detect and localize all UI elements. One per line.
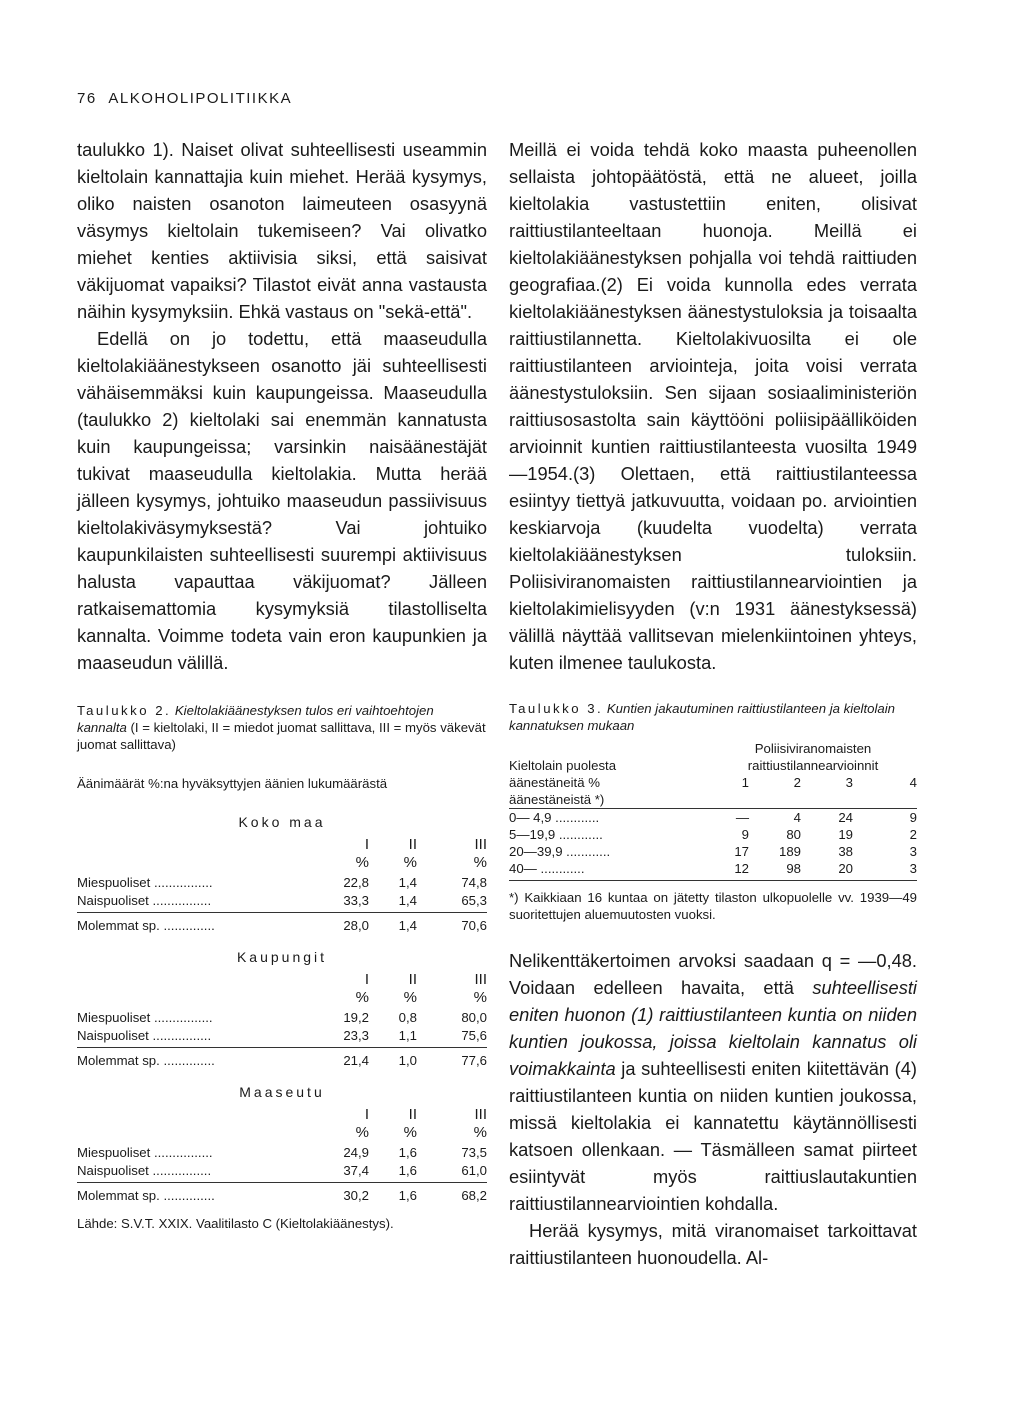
table-3-row	[509, 809, 917, 826]
value-ii: 1,1	[398, 1028, 417, 1043]
table-2-row	[77, 1144, 487, 1162]
row-label: Miespuoliset ................	[77, 1145, 213, 1160]
journal-title: ALKOHOLIPOLITIIKKA	[108, 90, 293, 107]
table-2-section-title: Koko maa	[238, 814, 326, 830]
table-2-unit-header	[77, 854, 487, 872]
table-3-head-left-1: Kieltolain puolesta	[509, 758, 617, 773]
unit-pct: %	[403, 989, 417, 1006]
table-2-title: Kieltolakiäänestyksen tulos eri vaihtoehtojen kannalta	[77, 703, 434, 735]
table-2-row	[77, 892, 487, 910]
col-iii: III	[474, 971, 487, 988]
unit-pct: %	[473, 1124, 487, 1141]
value-2: 189	[778, 844, 801, 859]
page-number: 76	[77, 90, 97, 107]
value-4: 9	[909, 810, 917, 825]
right-paragraph-1: Meillä ei voida tehdä koko maasta puheenollen sellaista johtopäätöstä, että ne alueet, joilla kieltolakia vastustettiin eniten, olisivat raittiustilanteeltaan huonoja. Meillä ei kieltolakiäänestyksen pohjalla voi tehdä raittiuden geografiaa.(2) Ei voida kunnolla edes verrata kieltolakiäänestyksen äänestystuloksia ja toisaalta raittiustilannetta. Kieltolakivuosilta ei ole raittiustilanteen arviointeja, joita voisi verrata äänestystuloksiin. Sen sijaan sosiaaliministeriön raittiusosastolta sain käyttööni poliisipäälliköiden arvioinnit kuntien raittiustilanteesta vuosilta 1949—1954.(3) Olettaen, että raittiustilanteessa esiintyy tiettyä jatkuvuutta, voidaan po. arviointien keskiarvoja (kuudelta vuodelta) verrata kieltolakiäänestyksen tuloksiin. Poliisiviranomaisten raittiustilannearviointien ja kieltolakimielisyyden (v:n 1931 äänestyksessä) välillä näyttää vallitsevan mielenkiintoinen yhteys, kuten ilmenee taulukosta.	[509, 139, 917, 673]
col-ii: II	[408, 971, 417, 988]
table-2-subtitle: Äänimäärät %:na hyväksyttyjen äänien lukumäärästä	[77, 776, 388, 791]
value-ii: 1,4	[398, 893, 417, 908]
table-2-rule	[77, 1182, 487, 1183]
value-i: 22,8	[343, 875, 369, 890]
value-i: 33,3	[343, 893, 369, 908]
left-body	[77, 136, 487, 676]
table-3-body	[509, 809, 917, 877]
value-3: 38	[838, 844, 853, 859]
col-iii: III	[474, 1106, 487, 1123]
table-3-col-4: 4	[909, 775, 917, 790]
value-iii: 74,8	[461, 875, 487, 890]
right-paragraph-2-a: Nelikenttäkertoimen arvoksi saadaan q = —0,48. Voidaan edelleen havaita, että	[509, 950, 917, 998]
table-3-head-row-2	[509, 757, 917, 774]
table-2-total-row	[77, 1187, 487, 1205]
unit-pct: %	[355, 854, 369, 871]
value-ii: 1,0	[398, 1053, 417, 1068]
row-label: 0— 4,9 ............	[509, 810, 600, 825]
table-2-row	[77, 1162, 487, 1180]
col-ii: II	[408, 1106, 417, 1123]
value-1: 17	[734, 844, 749, 859]
table-2-col-header	[77, 971, 487, 989]
table-2-col-header	[77, 836, 487, 854]
table-3-footnote: *) Kaikkiaan 16 kuntaa on jätetty tilaston ulkopuolelle vv. 1939—49 suoritettujen aluemuutosten vuoksi.	[509, 890, 917, 922]
value-4: 3	[909, 844, 917, 859]
table-3	[509, 700, 917, 923]
value-3: 20	[838, 861, 853, 876]
row-label: Naispuoliset ................	[77, 1028, 212, 1043]
table-2-row	[77, 874, 487, 892]
row-label: 40— ............	[509, 861, 585, 876]
value-ii: 0,8	[398, 1010, 417, 1025]
col-i: I	[364, 836, 369, 853]
value-iii: 65,3	[461, 893, 487, 908]
value-iii: 61,0	[461, 1163, 487, 1178]
value-iii: 68,2	[461, 1188, 487, 1203]
col-i: I	[364, 1106, 369, 1123]
value-1: 9	[741, 827, 749, 842]
unit-pct: %	[403, 854, 417, 871]
right-paragraph-3: Herää kysymys, mitä viranomaiset tarkoittavat raittiustilanteen huonoudella. Al-	[509, 1220, 917, 1268]
value-4: 2	[909, 827, 917, 842]
row-label: Naispuoliset ................	[77, 893, 212, 908]
value-i: 28,0	[343, 918, 369, 933]
row-label: Molemmat sp. ..............	[77, 918, 215, 933]
table-3-col-2: 2	[793, 775, 801, 790]
table-2-rule	[77, 1047, 487, 1048]
unit-pct: %	[355, 1124, 369, 1141]
value-i: 23,3	[343, 1028, 369, 1043]
right-column	[509, 136, 917, 1271]
value-2: 98	[786, 861, 801, 876]
value-ii: 1,6	[398, 1145, 417, 1160]
right-paragraph-2	[509, 947, 917, 1217]
col-iii: III	[474, 836, 487, 853]
running-header	[77, 90, 292, 107]
right-body	[509, 136, 917, 676]
table-3-title: Kuntien jakautuminen raittiustilanteen ja kieltolain kannatuksen mukaan	[509, 701, 895, 733]
table-2-rule	[77, 912, 487, 913]
row-label: 20—39,9 ............	[509, 844, 611, 859]
row-label: Naispuoliset ................	[77, 1163, 212, 1178]
table-2	[77, 702, 487, 1232]
col-ii: II	[408, 836, 417, 853]
value-i: 24,9	[343, 1145, 369, 1160]
left-paragraph-1: taulukko 1). Naiset olivat suhteellisesti useammin kieltolain kannattajia kuin miehet. Herää kysymys, oliko naisten osanoton laimeuteen osasyynä väsymys kieltolain tukemiseen? Vai olivatko miehet kenties aktiivisia siksi, että saisivat väkijuomat vapaiksi? Tilastot eivät anna vastausta näihin kysymyksiin. Ehkä vastaus on "sekä-että".	[77, 139, 487, 322]
value-i: 37,4	[343, 1163, 369, 1178]
table-2-legend: (I = kieltolaki, II = miedot juomat sallittava, III = myös väkevät juomat sallittava)	[77, 720, 486, 752]
row-label: Miespuoliset ................	[77, 1010, 213, 1025]
table-3-head-row-3	[509, 774, 917, 791]
table-3-row	[509, 826, 917, 843]
value-ii: 1,4	[398, 918, 417, 933]
table-3-head-right-1: Poliisiviranomaisten	[754, 741, 872, 756]
table-2-section-title: Maaseutu	[239, 1084, 325, 1100]
value-i: 30,2	[343, 1188, 369, 1203]
table-3-head-left-3: äänestäneistä *)	[509, 792, 605, 807]
value-1: —	[735, 810, 749, 825]
row-label: 5—19,9 ............	[509, 827, 603, 842]
value-ii: 1,4	[398, 875, 417, 890]
unit-pct: %	[355, 989, 369, 1006]
row-label: Molemmat sp. ..............	[77, 1053, 215, 1068]
right-paragraph-2-b: ja suhteellisesti eniten kiitettävän (4) raittiustilanteen kuntia on niiden kuntien joukossa, missä kieltolakia ei kannatettu käytännöllisesti katsoen ollenkaan. — Täsmälleen samat piirteet esiintyvät myös raittiuslautakuntien raittiustilannearviointien kohdalla.	[509, 1058, 917, 1214]
table-2-unit-header	[77, 989, 487, 1007]
value-3: 24	[838, 810, 853, 825]
unit-pct: %	[473, 989, 487, 1006]
value-ii: 1,6	[398, 1188, 417, 1203]
right-paragraph-2-emphasis: suhteellisesti eniten huonon (1) raittiustilanteen kuntia on niiden kuntien joukossa, joissa kieltolain kannatus oli voimakkainta	[509, 977, 917, 1079]
value-iii: 80,0	[461, 1010, 487, 1025]
table-3-caption	[509, 700, 917, 734]
value-iii: 77,6	[461, 1053, 487, 1068]
table-2-row	[77, 1009, 487, 1027]
value-i: 21,4	[343, 1053, 369, 1068]
col-i: I	[364, 971, 369, 988]
left-paragraph-2: Edellä on jo todettu, että maaseudulla kieltolakiäänestykseen osanotto jäi suhteellisesti vähäisemmäksi kuin kaupungeissa. Maaseudulla (taulukko 2) kieltolaki sai enemmän kannatusta kuin kaupungeissa; varsinkin naisäänestäjät tukivat maaseudulla kieltolakia. Mutta herää jälleen kysymys, johtuiko maaseudun passiivisuus kieltolakiväsymyksestä? Vai johtuiko kaupunkilaisten suhteellisesti suurempi aktiivisuus halusta vapauttaa väkijuomat? Jälleen ratkaisemattomia kysymyksiä tilastolliselta kannalta. Voimme todeta vain eron kaupunkien ja maaseudun välillä.	[77, 328, 487, 673]
table-2-row	[77, 1027, 487, 1045]
table-3-label: Taulukko 3.	[509, 701, 604, 716]
value-i: 19,2	[343, 1010, 369, 1025]
table-2-unit-header	[77, 1124, 487, 1142]
value-ii: 1,6	[398, 1163, 417, 1178]
table-2-section-title: Kaupungit	[236, 949, 328, 965]
table-3-col-3: 3	[845, 775, 853, 790]
table-2-col-header	[77, 1106, 487, 1124]
left-column	[77, 136, 487, 1232]
table-2-source: Lähde: S.V.T. XXIX. Vaalitilasto C (Kieltolakiäänestys).	[77, 1216, 394, 1231]
table-3-head-right-2: raittiustilannearvioinnit	[747, 758, 879, 773]
table-2-caption	[77, 702, 487, 753]
value-iii: 75,6	[461, 1028, 487, 1043]
value-2: 80	[786, 827, 801, 842]
table-3-row	[509, 843, 917, 860]
unit-pct: %	[403, 1124, 417, 1141]
table-3-head-left-2: äänestäneitä %	[509, 775, 600, 790]
table-2-sections	[77, 814, 487, 1205]
value-iii: 73,5	[461, 1145, 487, 1160]
table-3-row	[509, 860, 917, 877]
row-label: Molemmat sp. ..............	[77, 1188, 215, 1203]
value-iii: 70,6	[461, 918, 487, 933]
unit-pct: %	[473, 854, 487, 871]
table-2-total-row	[77, 1052, 487, 1070]
table-2-label: Taulukko 2.	[77, 703, 172, 718]
value-4: 3	[909, 861, 917, 876]
value-1: 12	[734, 861, 749, 876]
table-3-head-row-1	[509, 740, 917, 757]
row-label: Miespuoliset ................	[77, 875, 213, 890]
value-2: 4	[793, 810, 801, 825]
table-3-col-1: 1	[741, 775, 749, 790]
table-2-total-row	[77, 917, 487, 935]
value-3: 19	[838, 827, 853, 842]
table-3-head-row-4	[509, 791, 917, 808]
right-body-2	[509, 947, 917, 1271]
